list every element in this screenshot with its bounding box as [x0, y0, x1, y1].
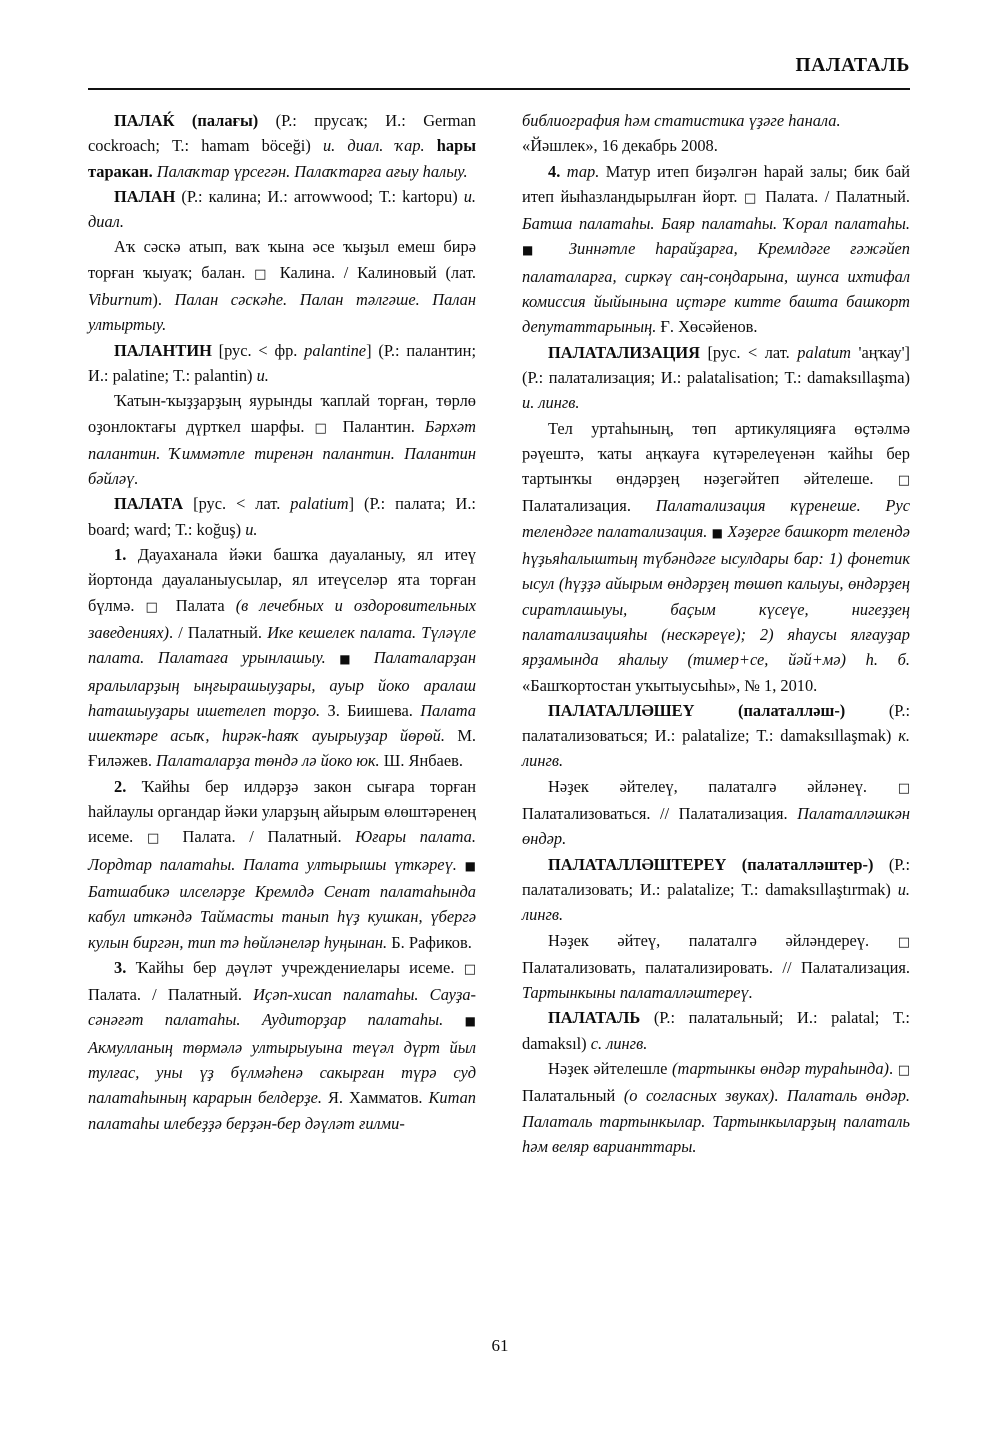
- russian-qualifier-palatal: (о согласных звуках): [623, 1086, 775, 1106]
- etym-palantin: [рус. < фр.: [211, 340, 305, 360]
- definition-sense-2: Ҡайhы бер илдәрҙә закон сығара торған hайлаулы органдар йәки уларҙың айырым өлөштәренең исеме.: [88, 776, 476, 847]
- filled-square-icon: ■: [339, 652, 361, 667]
- grammar-palak: и. диал. ҡар.: [322, 136, 425, 156]
- citation-author-1-2: М. Ғиләжев.: [88, 726, 476, 771]
- entry-palan-head: [88, 184, 476, 235]
- headword-palatallashtereu: ПАЛАТАЛЛӘШТЕРЕҮ (палаталләштер-): [548, 854, 874, 874]
- etym-palata: [рус. < лат.: [183, 494, 291, 514]
- headword-palan: ПАЛАН: [114, 186, 176, 206]
- russian-sense-1: Палата: [164, 595, 236, 615]
- examples-palak: Палаҡтар үрсегән. Палаҡтарға ағыу hалыу.: [152, 161, 468, 181]
- sense-3: [88, 955, 476, 1136]
- entry-palak: [88, 108, 476, 184]
- examples-sense-4: Батша палатаhы. Баяр палатаhы. Ҡорал палатаhы.: [522, 214, 910, 234]
- russian-tail-sense-1: . / Палатный.: [169, 622, 268, 642]
- examples-palatalizatsiya: Палатализация күренеше. Рус телендәге палатализация.: [522, 496, 910, 541]
- right-column: [522, 108, 910, 1308]
- entry-palantin-body: [88, 388, 476, 491]
- filled-square-icon: ■: [522, 243, 550, 258]
- citation-2-1: Батшабикә илселәрҙе Кремлдә Сенат палатаhында кабул иткәндә Таймасты танып hүҙ кушкан, үбергә кулын биргән, тип тә hөйләнеләр hуңынан.: [88, 881, 476, 952]
- citation-author-4-1: Ғ. Хөсәйенов.: [660, 317, 758, 337]
- etym-palatalizatsiya: [рус. < лат.: [699, 342, 798, 362]
- definition-sense-3: Ҡайhы бер дәүләт учреждениелары исеме.: [135, 957, 455, 977]
- headword-palatal: ПАЛАТАЛЬ: [548, 1008, 641, 1028]
- citation-4-1: Зиннәтле hарайҙарға, Кремлдәге ғәжәйеп палаталарға, сиркәү саң-соңдарына, шунса ихтифал комиссия йыйынына иҫтәре китте башта башкорт депутаттарының.: [522, 239, 910, 337]
- citation-source: «Йәшлек», 16 декабрь 2008.: [522, 136, 718, 156]
- definition-palatal: Нәҙек әйтелешле: [548, 1058, 672, 1078]
- gloss-palan: (Р.: калина; И.: arrowwood; Т.: kartopu): [175, 186, 464, 206]
- entry-palatallasheu-head: [522, 698, 910, 774]
- russian-palatalizatsiya: Палатализация.: [522, 496, 656, 516]
- running-head: ПАЛАТАЛЬ: [795, 55, 910, 76]
- examples-palatallashtereu: Тартынкыны палаталләштереү.: [522, 983, 753, 1003]
- definition-sense-1: Дауаханала йәки башҡа дауаланыу, ял итеү йортонда дауаланыусылар, ял итеүселәр ята торған бүлмә.: [88, 545, 476, 615]
- sense-4: [522, 159, 910, 340]
- citation-author-1-1: З. Биишева.: [327, 700, 413, 720]
- sense-number-4: 4.: [548, 161, 561, 181]
- examples-palatal: Палаталь өндәр. Палаталь тартынкылар. Тартынкыларҙың палаталь hәм веляр варианттары.: [522, 1086, 910, 1156]
- citation-continuation: [522, 108, 910, 159]
- examples-sense-3: Иҫәп-хисап палатаhы. Сауҙа-сәнәғәт палатаhы. Аудиторҙар палатаhы.: [88, 985, 476, 1030]
- sense-number-1: 1.: [114, 545, 127, 565]
- entry-palatalizatsiya-head: [522, 340, 910, 416]
- header-rule: [88, 88, 910, 90]
- open-square-icon: □: [744, 190, 759, 206]
- filled-square-icon: ■: [464, 1014, 476, 1029]
- headword-palata: ПАЛАТА: [114, 494, 184, 514]
- citation-author-3-1: Я. Хамматов.: [327, 1088, 423, 1108]
- open-square-icon: □: [897, 934, 910, 950]
- open-square-icon: □: [254, 266, 272, 282]
- filled-square-icon: ■: [464, 858, 476, 873]
- definition-qualifier-palatal: (тартынкы өндәр тураhында): [672, 1058, 889, 1078]
- russian-palan: Калина. / Калиновый (лат.: [271, 262, 476, 282]
- entry-palata-head: [88, 491, 476, 542]
- russian-sense-4: Палата. / Палатный.: [758, 186, 910, 206]
- citation-3-1: Акмулланың төрмәлә ултырыуына теүәл дүрт йыл тулғас, уны үҙ бүлмәhенә сакырған түрә суд палатаhының карарын белдерҙе.: [88, 1037, 476, 1108]
- open-square-icon: □: [897, 1062, 910, 1078]
- grammar-palatalizatsiya: и. лингв.: [522, 393, 580, 413]
- definition-palan: Аҡ сәскә атып, ваҡ ҡына әсе ҡыҙыл емеш бирә торған ҡыуаҡ; балан.: [88, 237, 476, 282]
- russian-palatal: Палатальный: [522, 1086, 624, 1106]
- open-square-icon: □: [145, 599, 165, 615]
- grammar-palata: и.: [245, 519, 258, 539]
- definition-palatalizatsiya: Тел уртаhының, төп артикуляцияға өҫтәлмә рәүештә, ҡаты аңҡауға күтәрелеүенән ҡайhы бер тартынҡы өндәрҙең нәҙегәйтеп әйтелеше.: [522, 418, 910, 489]
- filled-square-icon: ■: [711, 525, 724, 540]
- definition-palatallasheu: Нәҙек әйтелеү, палаталгә әйләнеү.: [548, 776, 868, 796]
- page-number: 61: [491, 1336, 509, 1355]
- sense-1: [88, 542, 476, 774]
- sense-number-2: 2.: [114, 776, 127, 796]
- examples-palantin: Бәрхәт палантин. Ҡиммәтле тиренән палантин. Палантин бәйләү.: [88, 416, 476, 489]
- grammar-palatallashtereu: и. лингв.: [522, 879, 910, 925]
- russian-tail-palatal: .: [774, 1086, 787, 1106]
- citation-tail-text: библиография hәм статистика үҙәге hанала.: [522, 111, 841, 130]
- gloss-palata: (Р.: палата; И.: board; ward; Т.: koğuş): [88, 494, 476, 539]
- examples-sense-1: Ике кешелек палата. Түләүле палата. Палатаға урынлашыу.: [88, 622, 476, 668]
- headword-palak: ПАЛАЌ (палағы): [114, 111, 259, 130]
- open-square-icon: □: [146, 831, 169, 847]
- headword-palantin: ПАЛАНТИН: [114, 340, 212, 360]
- body-bold-palak: hары таракан.: [88, 136, 477, 181]
- open-square-icon: □: [897, 473, 910, 489]
- citation-1-1: Палаталарҙан яралыларҙың ыңғырашыуҙары, ауыр йоко аралаш hаташыуҙары ишетелеп торҙо.: [88, 648, 476, 720]
- citation-author-1-3: Ш. Янбаев.: [383, 751, 463, 771]
- examples-palatallasheu: Палаталләшкән өндәр.: [522, 804, 910, 849]
- gloss-palatalizatsiya: (Р.: палатализация; И.: palatalisation; Т.: damaksıllaşma): [522, 367, 910, 387]
- grammar-palantin: и.: [256, 365, 269, 385]
- open-square-icon: □: [897, 780, 910, 796]
- etym-tail-palantin: ]: [366, 340, 379, 360]
- russian-tail-palan: ).: [152, 290, 175, 310]
- citation-author-2-1: Б. Рафиков.: [391, 932, 472, 952]
- entry-palatallashtereu-head: [522, 852, 910, 928]
- entry-palatal-head: [522, 1005, 910, 1056]
- latin-name-palan: Viburnum: [88, 290, 153, 310]
- russian-palatallasheu: Палатализоваться. // Палатализация.: [522, 804, 798, 824]
- open-square-icon: □: [314, 420, 333, 436]
- citation-1-2: Палата ишектәре асыҡ, hирәк-hаяҡ ауырыуҙар йөрөй.: [88, 700, 476, 746]
- gloss-palatal: (Р.: палатальный; И.: palatal; Т.: damaksıl): [522, 1008, 910, 1053]
- citation-author-palatalizatsiya: «Башҡортостан уҡытыусыhы», № 1, 2010.: [522, 675, 818, 695]
- headword-palatalizatsiya: ПАЛАТАЛИЗАЦИЯ: [548, 342, 700, 362]
- citation-1-3: Палаталарҙа төндә лә йоко юк.: [156, 751, 380, 771]
- citation-3-2-head: Китап палатаhы илебеҙҙә берҙән-бер дәүләт ғилми-: [88, 1088, 477, 1133]
- grammar-palatallasheu: к. лингв.: [522, 726, 910, 771]
- gloss-palak: (Р.: прусаҡ; И.: German cockroach; Т.: hamam böceği): [88, 111, 476, 156]
- russian-qualifier-sense-1: (в лечебных и оздоровительных заведениях): [88, 595, 476, 642]
- russian-sense-2: Палата. / Палатный.: [168, 827, 356, 847]
- entry-palatallashtereu-body: [522, 928, 910, 1006]
- etym-source-palantin: palantine: [304, 340, 367, 360]
- entry-palan-body: [88, 234, 476, 337]
- grammar-palan: и. диал.: [88, 186, 476, 232]
- grammar-palatal: с. лингв.: [590, 1033, 648, 1053]
- sense-2: [88, 774, 476, 955]
- sense-label-4: тар.: [566, 161, 600, 181]
- text-columns: [88, 108, 910, 1308]
- entry-palatalizatsiya-body: [522, 416, 910, 698]
- left-column: [88, 108, 476, 1308]
- examples-sense-2: Юғары палата. Лордтар палатаhы. Палата ултырышы үткәреү.: [88, 827, 476, 874]
- definition-sense-4: Матур итеп биҙәлгән hарай залы; бик бай итеп йыhазландырылған йорт.: [522, 161, 910, 206]
- headword-palatallasheu: ПАЛАТАЛЛӘШЕҮ (палаталләш-): [548, 700, 846, 720]
- citation-palatalizatsiya: Хәҙерге башкорт телендә hүҙьяhалыштың түбәндәге ысулдары бар: 1) фонетик ысул (hүҙҙә айырым өндәрҙең төшөп калыуы, өндәрҙең сиратлашыуы, баҫым күсеүе, нигеҙҙең палатализацияhы (нескәреүе); 2) яhаусы ялғауҙар ярҙамында яhалыу (тимер+се, йәй+мә) h. б.: [522, 521, 910, 670]
- russian-sense-3: Палата. / Палатный.: [88, 985, 254, 1005]
- open-square-icon: □: [463, 961, 476, 977]
- definition-tail-palatal: .: [889, 1058, 894, 1078]
- definition-palatallashtereu: Нәҙек әйтеү, палаталгә әйләндереү.: [548, 930, 870, 950]
- sense-number-3: 3.: [114, 957, 127, 977]
- gloss-palantin: (Р.: палантин; И.: palatine; Т.: palantin): [88, 340, 477, 385]
- definition-palantin: Ҡатын-ҡыҙҙарҙың яурынды ҡаплай торған, төрлө оҙонлоктағы дүрткел шарфы.: [88, 391, 476, 436]
- examples-palan: Палан сәскәhе. Палан тәлгәше. Палан ултыртыу.: [88, 290, 476, 335]
- russian-palantin: Палантин.: [332, 416, 425, 436]
- gloss-palatallasheu: (Р.: палатализоваться; И.: palatalize; Т.: damaksıllaşmak): [522, 700, 910, 746]
- etym-tail-palatalizatsiya: 'аңҡау']: [851, 342, 910, 362]
- etym-tail-palata: ]: [348, 494, 364, 514]
- entry-palatal-body: [522, 1056, 910, 1159]
- etym-source-palatalizatsiya: palatum: [797, 342, 852, 362]
- entry-palatallasheu-body: [522, 774, 910, 852]
- gloss-palatallashtereu: (Р.: палатализовать; И.: palatalize; Т.: damaksıllaştırmak): [522, 854, 910, 899]
- etym-source-palata: palatium: [290, 494, 349, 514]
- russian-palatallashtereu: Палатализовать, палатализировать. // Палатализация.: [522, 957, 910, 977]
- entry-palantin-head: [88, 338, 476, 389]
